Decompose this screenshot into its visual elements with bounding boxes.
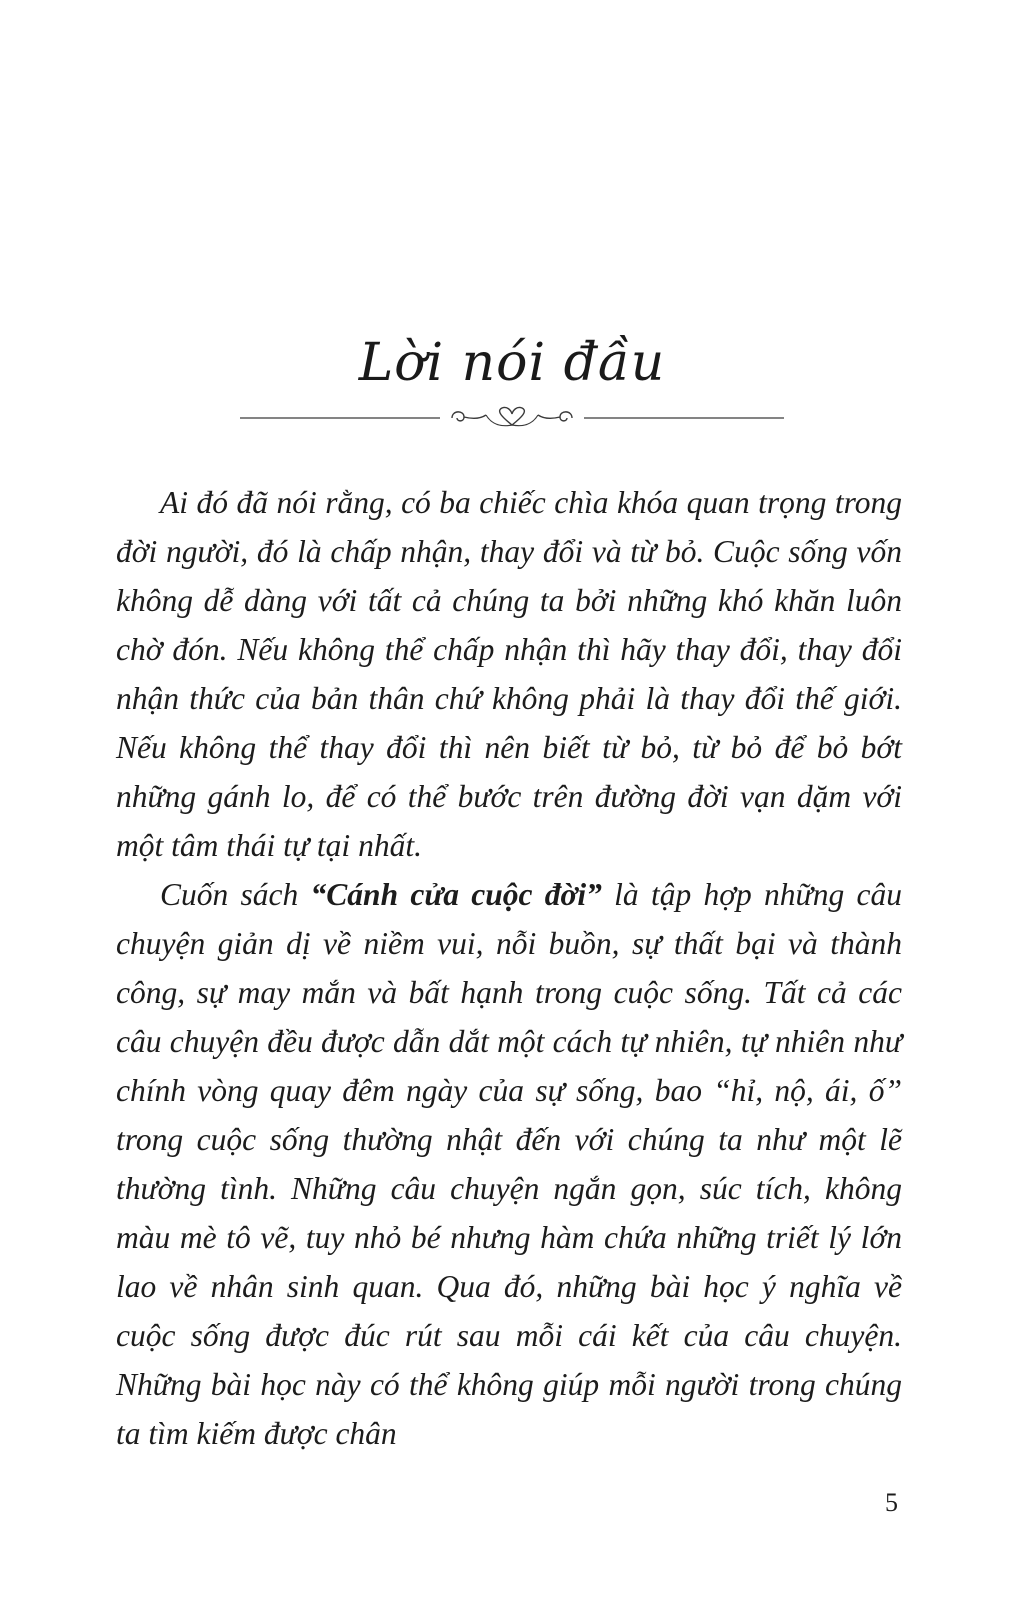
book-title: “Cánh cửa cuộc đời” — [310, 877, 602, 912]
page-number: 5 — [885, 1488, 898, 1517]
paragraph-1: Ai đó đã nói rằng, có ba chiếc chìa khóa quan trọng trong đời người, đó là chấp nhận, thay đổi và từ bỏ. Cuộc sống vốn không dễ dàng với tất cả chúng ta bởi những khó khăn luôn chờ đón. Nếu không thể chấp nhận thì hãy thay đổi, thay đổi nhận thức của bản thân chứ không phải là thay đổi thế giới. Nếu không thể thay đổi thì nên biết từ bỏ, từ bỏ để bỏ bớt những gánh lo, để có thể bước trên đường đời vạn dặm với một tâm thái tự tại nhất. — [116, 485, 902, 863]
paragraph-2-before: Cuốn sách — [160, 877, 311, 912]
paragraph-2 — [116, 870, 902, 1458]
paragraph-2-after: là tập hợp những câu chuyện giản dị về niềm vui, nỗi buồn, sự thất bại và thành công, sự may mắn và bất hạnh trong cuộc sống. Tất cả các câu chuyện đều được dẫn dắt một cách tự nhiên, tự nhiên như chính vòng quay đêm ngày của sự sống, bao “hỉ, nộ, ái, ố” trong cuộc sống thường nhật đến với chúng ta như một lẽ thường tình. Những câu chuyện ngắn gọn, súc tích, không màu mè tô vẽ, tuy nhỏ bé nhưng hàm chứa những triết lý lớn lao về nhân sinh quan. Qua đó, những bài học ý nghĩa về cuộc sống được đúc rút sau mỗi cái kết của câu chuyện. Những bài học này có thể không giúp mỗi người trong chúng ta tìm kiếm được chân — [116, 877, 902, 1451]
preface-text — [116, 478, 902, 1458]
ornamental-divider-icon — [240, 405, 784, 435]
page-title: Lời nói đầu — [358, 333, 666, 393]
